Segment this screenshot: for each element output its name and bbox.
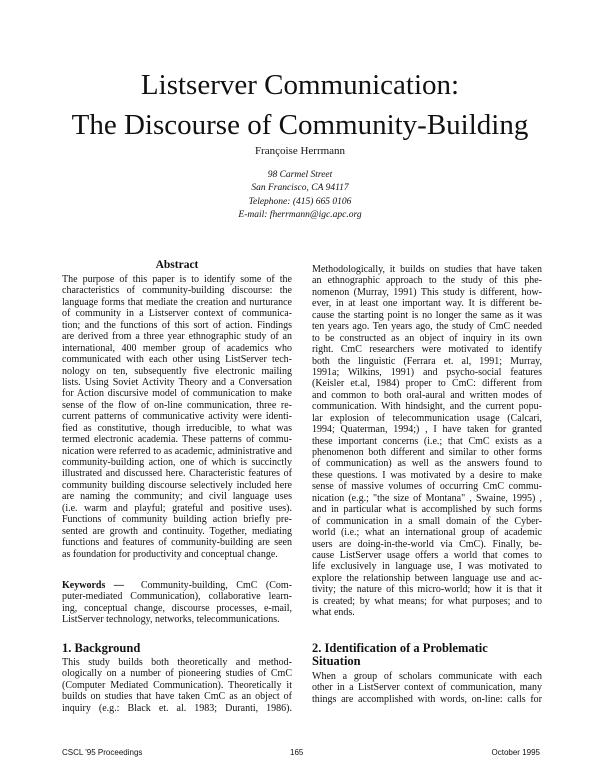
text-line: lists. Using Soviet Activity Theory and a Conversation bbox=[62, 376, 292, 388]
address-city: San Francisco, CA 94117 bbox=[251, 183, 349, 194]
keywords-text: Community-building, CmC (Com- bbox=[140, 580, 292, 591]
text-line: cause ListServer usage offers a world that comes to bbox=[312, 549, 542, 561]
text-line: is created; by what means; for what purposes; and to bbox=[312, 595, 542, 607]
author-address bbox=[0, 169, 600, 222]
text-line: sense of massive volumes of occurring CmC commu- bbox=[312, 481, 542, 493]
keywords-line bbox=[62, 580, 292, 591]
address-email: E-mail: fherrmann@igc.apc.org bbox=[238, 209, 362, 220]
text-line: are naming the community; and civil language uses bbox=[62, 491, 292, 503]
text-line: Functions of community building action briefly pre- bbox=[62, 514, 292, 526]
text-line: cause the starting point is no longer the same as it was bbox=[312, 309, 542, 321]
text-line: community-building action, one of which is succinctly bbox=[62, 457, 292, 468]
keywords-label: Keywords — bbox=[62, 580, 124, 591]
text-line: sented are growth and continuity. Together, mediating bbox=[62, 525, 292, 537]
text-line: ListServer technology, networks, telecommunications. bbox=[62, 614, 280, 626]
text-line: characteristics of community-building discourse: the bbox=[62, 285, 292, 297]
text-line: for Action discursive model of communication to make bbox=[62, 388, 292, 400]
text-line: ing, conceptual change, discourse processes, e-mail, bbox=[62, 602, 292, 614]
paper-title-line-1: Listserver Communication: bbox=[140, 69, 460, 101]
text-line: these questions. I was motivated by a desire to make bbox=[312, 469, 542, 481]
text-line: community building discourse selectively included here bbox=[62, 479, 292, 491]
text-line: to be constructed as an object of inquiry in its own bbox=[312, 332, 542, 344]
abstract-body bbox=[62, 274, 292, 560]
section-2-body bbox=[312, 671, 542, 705]
text-line: communication. With hindsight, and the current popu- bbox=[312, 401, 542, 413]
text-line: of communication) as well as the answers found to bbox=[312, 458, 542, 470]
text-line: both the linguistic (Ferrara et. al, 1991; Murray, bbox=[312, 355, 542, 367]
section-2-heading-line-2: Situation bbox=[312, 654, 361, 668]
text-line: inquiry (e.g.: Black et. al. 1983; Duranti, 1986). bbox=[62, 702, 292, 714]
keywords-paragraph bbox=[62, 580, 292, 626]
address-telephone: Telephone: (415) 665 0106 bbox=[248, 196, 352, 207]
text-line: nomenon (Murray, 1991) This study is different, how- bbox=[312, 286, 542, 298]
text-line: as foundation for productivity and conceptual change. bbox=[62, 548, 278, 560]
text-line: of communication in a small domain of the Cyber- bbox=[312, 515, 542, 527]
text-line: explore the relationship between language use and ac- bbox=[312, 572, 542, 584]
text-line: When a group of scholars communicate with each bbox=[312, 671, 542, 682]
text-line: are derived from a three year ethnographic study of an bbox=[62, 331, 292, 343]
text-line: current patterns of communicative activity were identi- bbox=[62, 411, 292, 423]
text-line: sense of the flow of on-line communication, three re- bbox=[62, 399, 292, 411]
text-line: an ethnographic approach to the study of this phe- bbox=[312, 275, 542, 287]
text-line: 1991a; Wilkins, 1991) and psycho-social features bbox=[312, 366, 542, 378]
text-line: tivity; the nature of this micro-world; how it is that it bbox=[312, 584, 542, 596]
text-line: international, 400 member group of academics who bbox=[62, 342, 292, 354]
text-line: phenomenon both different and similar to other forms bbox=[312, 447, 542, 458]
text-line: termed electronic academia. These patterns of commu- bbox=[62, 434, 292, 446]
paper-title-line-2: The Discourse of Community-Building bbox=[71, 109, 529, 141]
text-line: communicated with each other using ListServer tech- bbox=[62, 354, 292, 366]
text-line: puter-mediated Communication), collaborative learn- bbox=[62, 591, 292, 603]
text-line: functions and features of community-building are seen bbox=[62, 537, 292, 549]
text-line: nication (e.g.; "the size of Montana" , Swaine, 1995) , bbox=[312, 492, 542, 504]
text-line: (Computer Mediated Communication). Theoretically it bbox=[62, 679, 292, 691]
address-street: 98 Carmel Street bbox=[267, 170, 333, 180]
text-line: This study builds both theoretically and method- bbox=[62, 657, 292, 668]
text-line: fied as constitutive, though irreducible, to what was bbox=[62, 422, 292, 434]
text-line: users are doing-in-the-world via CmC). Finally, be- bbox=[312, 538, 542, 550]
text-line: The purpose of this paper is to identify some of the bbox=[62, 274, 292, 285]
text-line: what ends. bbox=[312, 607, 355, 619]
text-line: and in particular what is accomplished by such forms bbox=[312, 504, 542, 516]
footer-proceedings: CSCL '95 Proceedings bbox=[62, 748, 143, 757]
footer-date: October 1995 bbox=[491, 748, 540, 757]
text-line: ologically on a number of pioneering studies of CmC bbox=[62, 668, 292, 680]
right-column-body bbox=[312, 264, 542, 619]
text-line: (i.e. warm and playful; grateful and positive uses). bbox=[62, 502, 292, 514]
text-line: nication were referred to as academic, administrative and bbox=[62, 445, 292, 457]
text-line: other in a ListServer context of communication, many bbox=[312, 682, 542, 694]
text-line: lar explosion of telecommunication usage (Calcari, bbox=[312, 412, 542, 424]
text-line: ten years ago. Ten years ago, the study of CmC needed bbox=[312, 321, 542, 333]
text-line: nology on ten, subsequently five electronic mailing bbox=[62, 365, 292, 377]
text-line: these important concerns (i.e.; that CmC exists as a bbox=[312, 435, 542, 447]
section-2-heading-line-1: 2. Identification of a Problematic bbox=[312, 641, 488, 655]
text-line: of community in a Listserver context of communica- bbox=[62, 308, 292, 320]
text-line: and common to both oral-aural and written modes of bbox=[312, 389, 542, 401]
text-line: (Keisler et.al, 1984) proper to CmC: different from bbox=[312, 378, 542, 390]
text-line: language forms that mediate the creation and nurturance bbox=[62, 296, 292, 308]
section-1-body bbox=[62, 657, 292, 714]
section-1-heading: 1. Background bbox=[62, 641, 141, 655]
author-name: Françoise Herrmann bbox=[254, 145, 346, 157]
text-line: things are accomplished with words, on-line: calls for bbox=[312, 693, 542, 705]
footer-page-number: 165 bbox=[290, 748, 304, 757]
text-line: world (i.e.; what an international group of academic bbox=[312, 527, 542, 539]
text-line: life exclusively in language use, I was motivated to bbox=[312, 561, 542, 573]
abstract-heading: Abstract bbox=[155, 259, 199, 271]
text-line: tion; and the functions of this sort of action. Findings bbox=[62, 319, 292, 331]
text-line: 1994; Quaterman, 1994;) , I have taken for granted bbox=[312, 424, 542, 436]
text-line: right. CmC researchers were motivated to identify bbox=[312, 344, 542, 356]
section-2-heading bbox=[312, 642, 488, 668]
text-line: illustrated and discussed here. Characteristic features of bbox=[62, 468, 292, 480]
text-line: ever, in at least one important way. It is different be- bbox=[312, 298, 542, 310]
text-line: Methodologically, it builds on studies that have taken bbox=[312, 264, 542, 275]
text-line: builds on studies that have taken CmC as an object of bbox=[62, 691, 292, 703]
